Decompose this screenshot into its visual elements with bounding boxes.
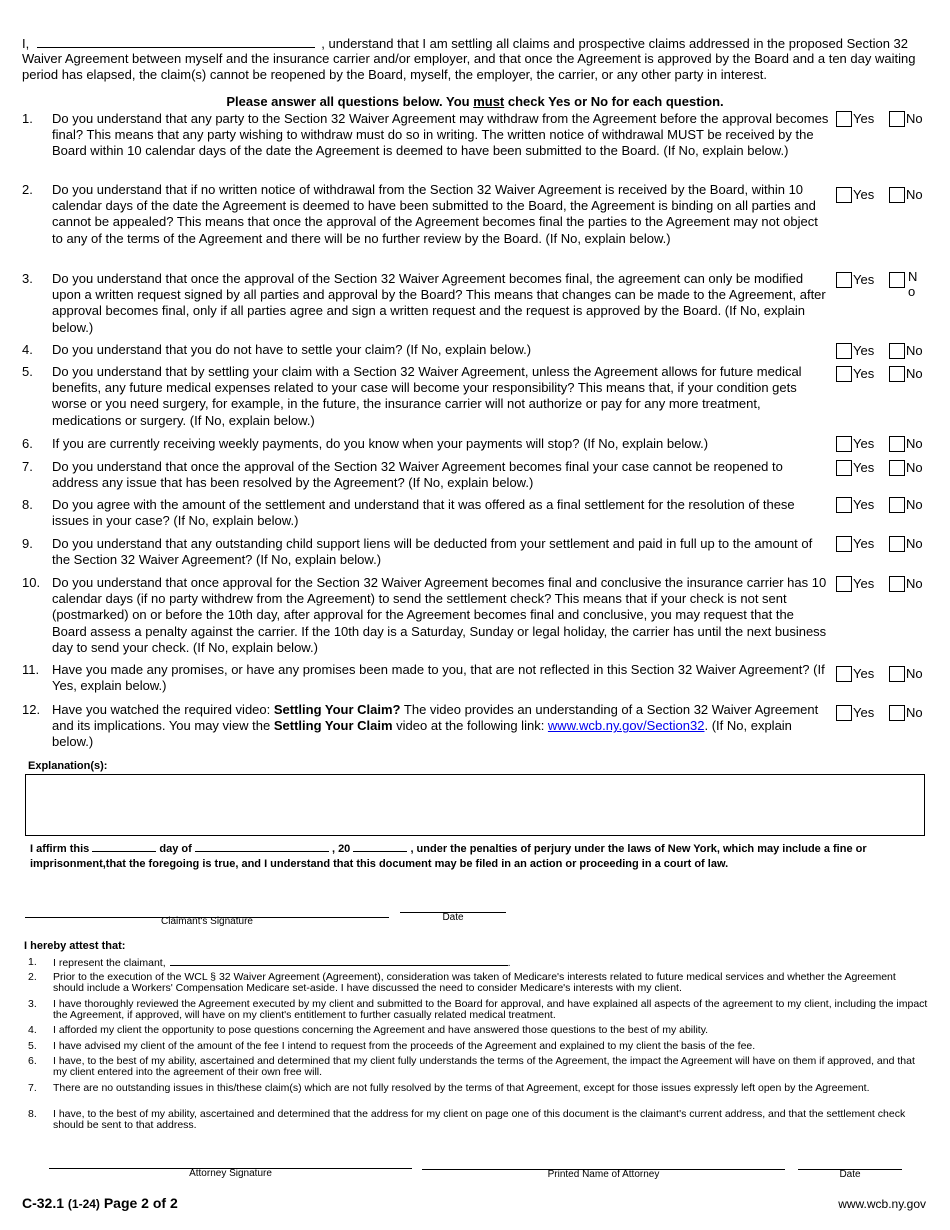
q12-no-checkbox[interactable] — [889, 705, 905, 721]
question-5: 5. Do you understand that by settling your claim with a Section 32 Waiver Agreement, unless the Agreement allows for future medical benefits, any future medical expenses related to your case will become your responsibility? This means that, if your condition gets worse or you need surgery, for example, in the future, the insurance carrier will not authorize or pay for any more treatment, medications or surgery. (If No, explain below.) — [22, 364, 802, 428]
question-10: 10. Do you understand that once approval for the Section 32 Waiver Agreement becomes final and conclusive the insurance carrier has 10 calendar days (if no party withdrew from the Agreement) to send the settlement check? This means that if your check is not sent (postmarked) on or before the 10th day, after approval for the Agreement becomes final and conclusive, you may request that the Board assess a penalty against the carrier. If the 10th day is a Saturday, Sunday or legal holiday, the carrier has until the next business day to send your check. (If No, explain below.) — [22, 575, 827, 655]
question-6-answer: Yes No — [836, 436, 936, 456]
client-name-blank[interactable] — [170, 957, 508, 966]
question-3-answer: Yes N o — [836, 272, 936, 292]
q3-no-checkbox[interactable] — [889, 272, 905, 288]
affirm-day-blank[interactable] — [92, 842, 156, 852]
q5-no-checkbox[interactable] — [889, 366, 905, 382]
q2-yes-checkbox[interactable] — [836, 187, 852, 203]
q9-no-checkbox[interactable] — [889, 536, 905, 552]
footer-website: www.wcb.ny.gov — [838, 1197, 926, 1211]
attest-item-3: 3. I have thoroughly reviewed the Agreement executed by my client and submitted to the Board for approval, and have explained all aspects of the agreement to my client, including the impact the Agreement, if approved, will have on my client's entitlement to further casually related medical treatment. — [28, 998, 928, 1021]
intro-text: , understand that I am settling all claims and prospective claims addressed in the proposed Section 32 Waiver Agreement between myself and the insurance carrier and/or employer, and that once the Agreement is approved by the Board and a ten day waiting period has elapsed, the claim(s) cannot be reopened by the Board, myself, the employer, the carrier, or any other party in interest. — [22, 36, 916, 82]
q10-yes-checkbox[interactable] — [836, 576, 852, 592]
attorney-date-label: Date — [839, 1169, 861, 1180]
q11-yes-checkbox[interactable] — [836, 666, 852, 682]
question-11-answer: Yes No — [836, 666, 936, 686]
q4-no-checkbox[interactable] — [889, 343, 905, 359]
question-4: 4. Do you understand that you do not have to settle your claim? (If No, explain below.) — [22, 342, 532, 357]
question-3: 3. Do you understand that once the approval of the Section 32 Waiver Agreement becomes final, the agreement can only be modified upon a written request signed by all parties and approval by the Board? This means that changes can be made to the Agreement, after approval becomes final, only if all parties agree and sign a written request and the request is approved by the Board. (If No, explain below.) — [22, 271, 826, 335]
attest-heading: I hereby attest that: — [24, 940, 126, 952]
question-7: 7. Do you understand that once the approval of the Section 32 Waiver Agreement becomes final your case cannot be reopened to address any issue that has been resolved by the Agreement? (If No, explain below.) — [22, 459, 783, 491]
attest-item-7: 7. There are no outstanding issues in this/these claim(s) which are not fully resolved by the terms of that Agreement, except for those issues expressly left open by the Agreement. — [28, 1082, 870, 1094]
q1-yes-checkbox[interactable] — [836, 111, 852, 127]
q1-no-checkbox[interactable] — [889, 111, 905, 127]
question-6: 6. If you are currently receiving weekly payments, do you know when your payments will stop? (If No, explain below.) — [22, 436, 709, 451]
question-8: 8. Do you agree with the amount of the settlement and understand that it was offered as a final settlement for the resolution of these issues in your case? (If No, explain below.) — [22, 497, 795, 529]
q3-yes-checkbox[interactable] — [836, 272, 852, 288]
question-1-answer: Yes No — [836, 111, 936, 131]
q2-no-checkbox[interactable] — [889, 187, 905, 203]
attest-item-5: 5. I have advised my client of the amount of the fee I intend to request from the proceeds of the Agreement and explained to my client the basis of the fee. — [28, 1040, 756, 1052]
q11-no-checkbox[interactable] — [889, 666, 905, 682]
intro-prefix: I, — [22, 36, 30, 51]
claimant-name-blank[interactable] — [37, 37, 315, 48]
affirm-year-blank[interactable] — [353, 842, 407, 852]
attest-item-2: 2. Prior to the execution of the WCL § 32 Waiver Agreement (Agreement), consideration was taken of Medicare's interests related to future medical services and whether the Agreement should include a Workers' Compensation Medicare set-aside. I have discussed the need to consider Medicare's interests with my client. — [28, 971, 896, 994]
question-2: 2. Do you understand that if no written notice of withdrawal from the Section 32 Waiver Agreement is received by the Board, within 10 calendar days of the date the Agreement is deemed to have been submitted to the Board, the Agreement is binding on all parties and cannot be appealed? This means that once the approval of the Agreement becomes final the parties to the Agreement may not object to any of the terms of the Agreement and there will be no further review by the Board. (If No, explain below.) — [22, 182, 818, 246]
q7-yes-checkbox[interactable] — [836, 460, 852, 476]
q12-yes-checkbox[interactable] — [836, 705, 852, 721]
q6-yes-checkbox[interactable] — [836, 436, 852, 452]
q10-no-checkbox[interactable] — [889, 576, 905, 592]
claimant-date-label: Date — [442, 912, 464, 923]
q8-no-checkbox[interactable] — [889, 497, 905, 513]
question-10-answer: Yes No — [836, 576, 936, 596]
attorney-signature-label: Attorney Signature — [189, 1168, 272, 1179]
affirm-month-blank[interactable] — [195, 842, 329, 852]
question-4-answer: Yes No — [836, 343, 936, 363]
question-7-answer: Yes No — [836, 460, 936, 480]
attest-item-1: 1. I represent the claimant, . — [28, 956, 511, 969]
q5-yes-checkbox[interactable] — [836, 366, 852, 382]
question-2-answer: Yes No — [836, 187, 936, 207]
question-11: 11. Have you made any promises, or have any promises been made to you, that are not reflected in this Section 32 Waiver Agreement? (If Yes, explain below.) — [22, 662, 825, 694]
section32-video-link[interactable]: www.wcb.ny.gov/Section32 — [547, 718, 705, 734]
question-8-answer: Yes No — [836, 497, 936, 517]
q6-no-checkbox[interactable] — [889, 436, 905, 452]
attest-item-8: 8. I have, to the best of my ability, ascertained and determined that the address for my client on page one of this document is the claimant's current address, and that the settlement check should be sent to that address. — [28, 1108, 906, 1131]
explanation-label: Explanation(s): — [28, 760, 108, 772]
q8-yes-checkbox[interactable] — [836, 497, 852, 513]
question-9-answer: Yes No — [836, 536, 936, 556]
q9-yes-checkbox[interactable] — [836, 536, 852, 552]
question-12-answer: Yes No — [836, 705, 936, 725]
affirmation: I affirm this day of , 20 , under the penalties of perjury under the laws of New York, which may include a fine or imprisonment,that the foregoing is true, and I understand that this document may be filed in an action or proceeding in a court of law. — [30, 843, 867, 870]
attest-item-6: 6. I have, to the best of my ability, ascertained and determined that my client fully understands the terms of the Agreement, the impact the Agreement will have on them if approved, and that my client entered into the agreement of their own free will. — [28, 1055, 915, 1078]
instructions: Please answer all questions below. You must check Yes or No for each question. — [226, 94, 724, 109]
printed-name-label: Printed Name of Attorney — [547, 1169, 660, 1180]
claimant-signature-label: Claimant's Signature — [161, 916, 253, 927]
intro-statement — [22, 36, 927, 82]
explanation-field[interactable] — [25, 774, 925, 836]
attest-item-4: 4. I afforded my client the opportunity to pose questions concerning the Agreement and have answered those questions to the best of my ability. — [28, 1024, 709, 1036]
form-footer-id: C-32.1 (1-24) Page 2 of 2 — [22, 1195, 178, 1211]
question-5-answer: Yes No — [836, 366, 936, 386]
question-1: 1. Do you understand that any party to the Section 32 Waiver Agreement may withdraw from the Agreement before the approval becomes final? This means that any party wishing to withdraw must do so in writing. The written notice of withdrawal MUST be received by the Board within 10 calendar days of the date the Agreement is deemed to have been submitted to the Board. (If No, explain below.) — [22, 111, 829, 159]
q4-yes-checkbox[interactable] — [836, 343, 852, 359]
q7-no-checkbox[interactable] — [889, 460, 905, 476]
question-9: 9. Do you understand that any outstanding child support liens will be deducted from your settlement and paid in full up to the amount of the Section 32 Waiver Agreement? (If No, explain below.) — [22, 536, 813, 568]
question-12: 12. Have you watched the required video: Settling Your Claim? The video provides an understanding of a Section 32 Waiver Agreement and its implications. You may view the Settling Your Claim video at the following link: www.wcb.ny.gov/Section32. (If No, explain below.) — [22, 702, 819, 750]
